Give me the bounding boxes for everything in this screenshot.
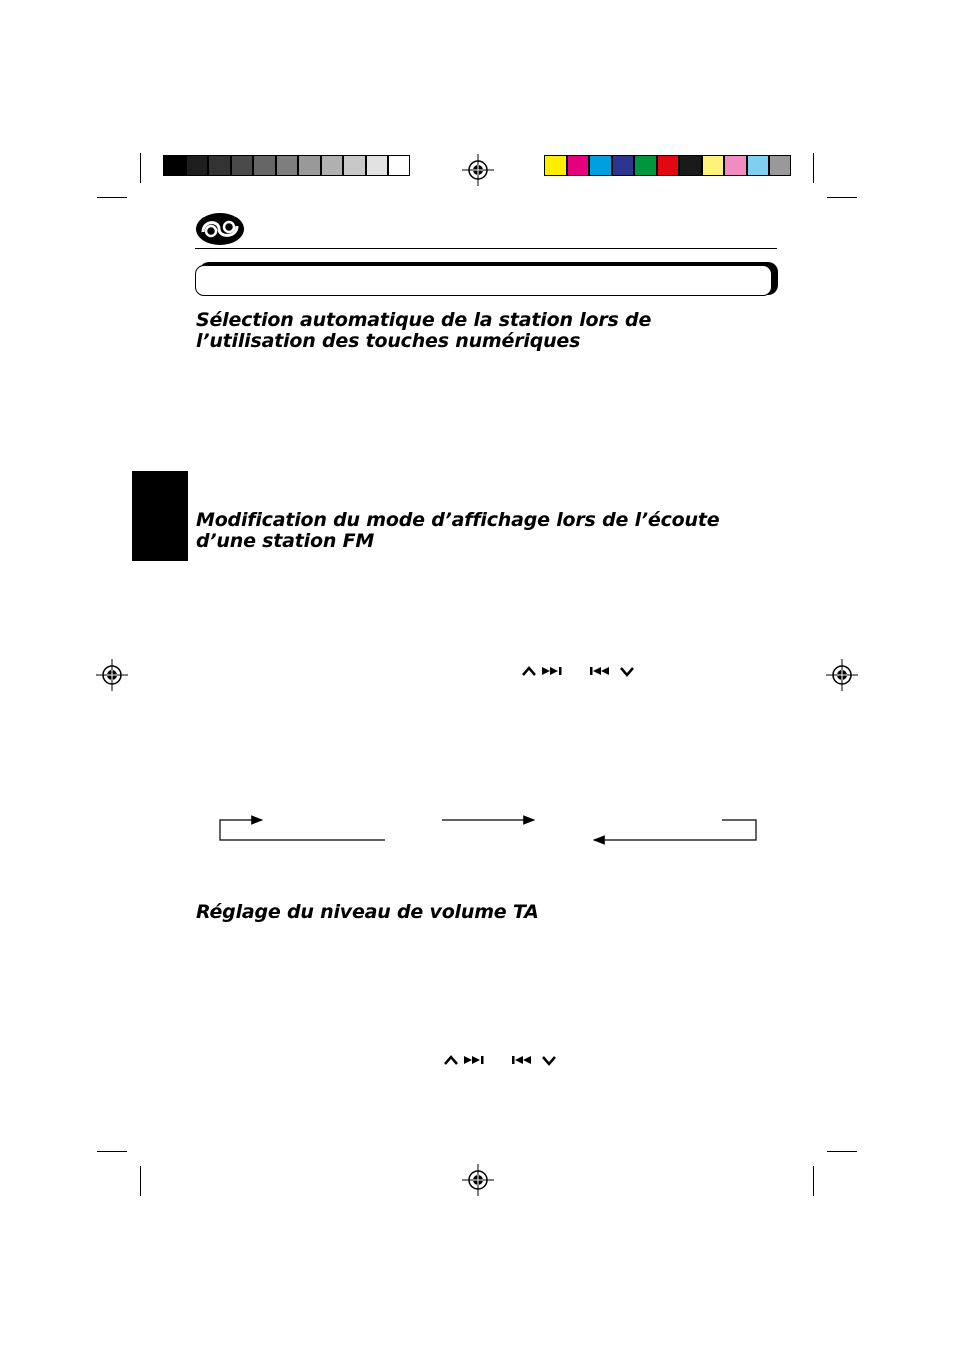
prev-down-button-glyphs [589,662,635,680]
up-icon [521,664,537,678]
gray-swatch [231,155,253,176]
color-swatch [747,155,769,176]
crop-mark [813,153,814,183]
gray-swatch [298,155,321,176]
registration-target-icon [96,659,128,691]
next-track-icon [463,1053,489,1067]
gray-swatch [388,155,410,176]
color-swatch [724,155,747,176]
gray-swatch [343,155,366,176]
gray-swatch [208,155,231,176]
up-icon [443,1053,459,1067]
language-side-tab [132,471,188,561]
color-swatch [679,155,702,176]
registration-target-icon [826,659,858,691]
header-rule [195,248,777,249]
registration-target-icon [462,1164,494,1196]
display-mode-cycle-diagram [210,805,770,855]
crop-mark [827,197,857,198]
registration-target-icon [462,154,494,186]
crop-mark [827,1151,857,1152]
heading-display-mode: Modification du mode d’affichage lors de l’écoute d’une station FM [196,509,720,552]
prev-track-icon [511,1053,537,1067]
gray-swatch [253,155,276,176]
heading-auto-station-selection: Sélection automatique de la station lors de l’utilisation des touches numériques [196,309,652,352]
title-banner [195,265,772,296]
up-next-button-glyphs [521,662,567,680]
gray-swatch [163,155,186,176]
color-swatch [544,155,567,176]
prev-track-icon [589,664,615,678]
next-track-icon [541,664,567,678]
heading-ta-volume: Réglage du niveau de volume TA [196,901,539,923]
color-swatch [589,155,612,176]
color-swatch [634,155,657,176]
up-next-button-glyphs [443,1051,489,1069]
gray-swatch [276,155,298,176]
gray-swatch [186,155,208,176]
down-icon [541,1053,557,1067]
crop-mark [140,153,141,183]
color-swatch [702,155,724,176]
color-swatch [769,155,791,176]
color-swatch [657,155,679,176]
down-icon [619,664,635,678]
gray-swatch [366,155,388,176]
prev-down-button-glyphs [511,1051,557,1069]
crop-mark [97,1151,127,1152]
crop-mark [140,1166,141,1196]
gray-swatch [321,155,343,176]
crop-mark [813,1166,814,1196]
color-swatch [612,155,634,176]
section-logo-icon [195,212,245,246]
color-swatch [567,155,589,176]
crop-mark [97,197,127,198]
